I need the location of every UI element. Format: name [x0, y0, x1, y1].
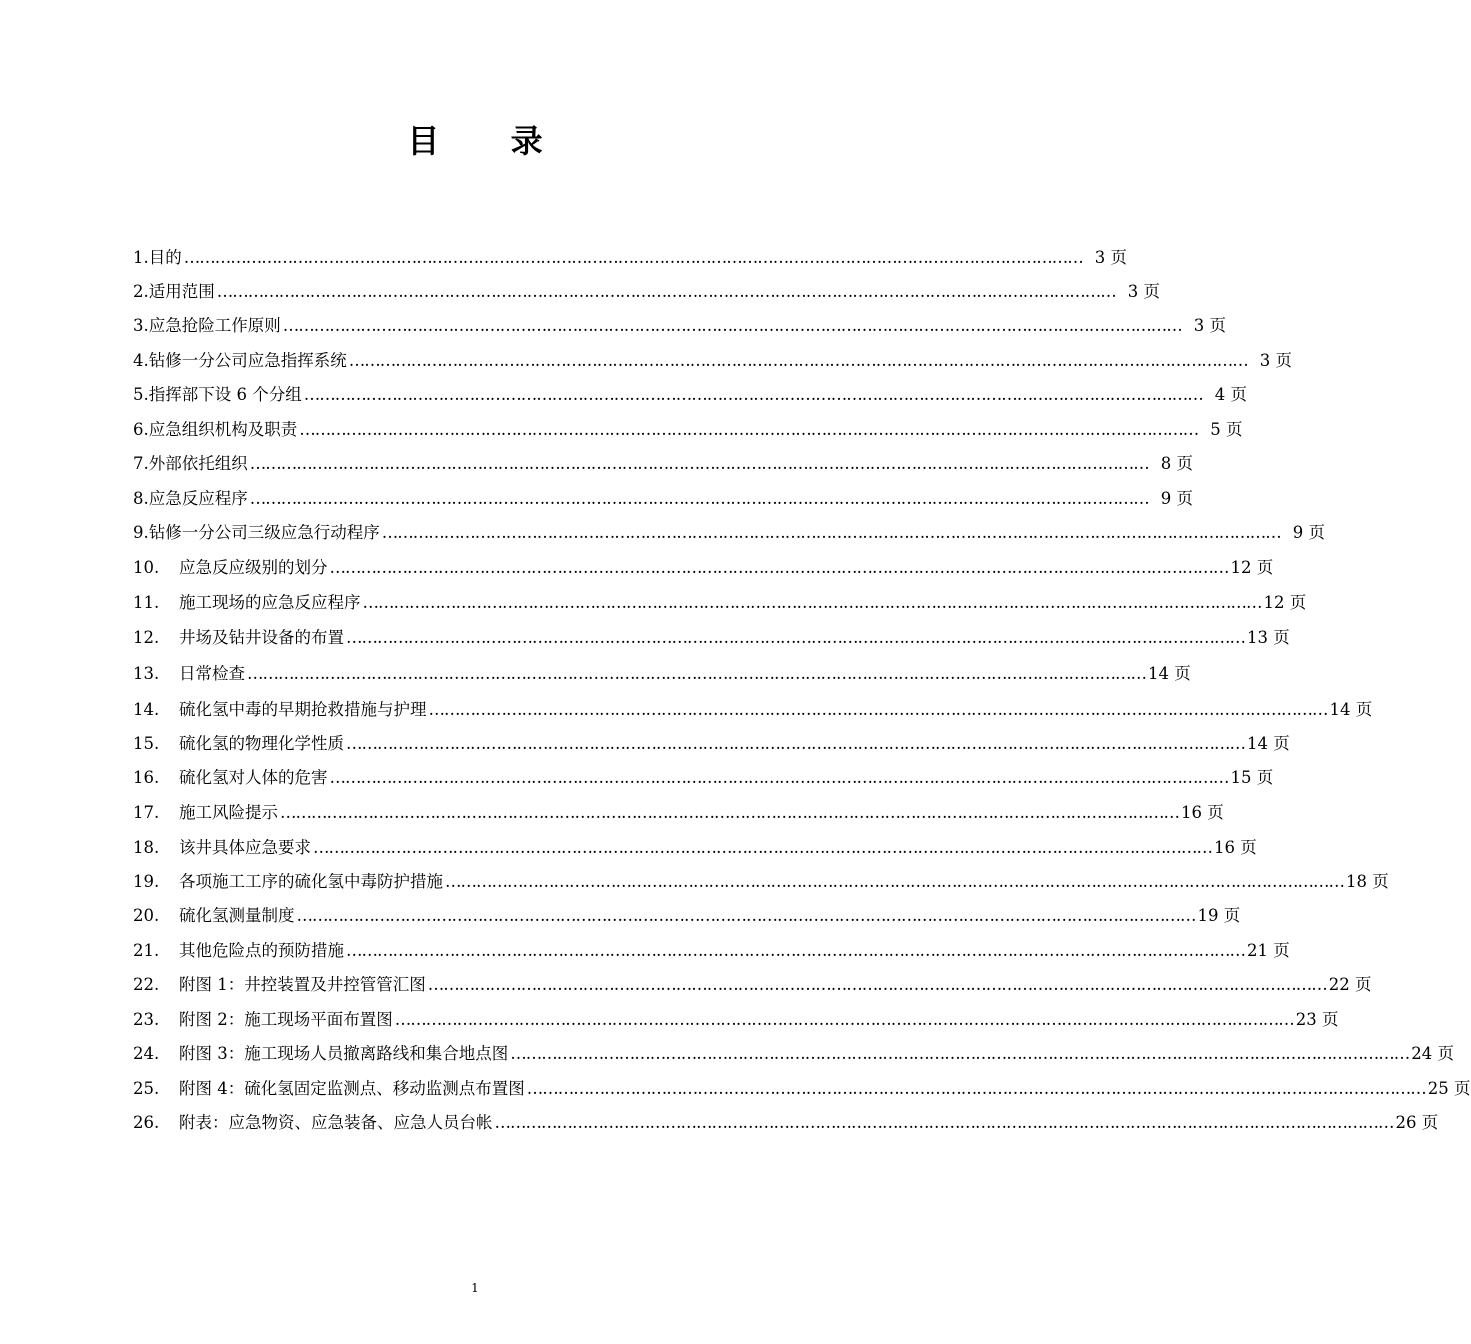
toc-leader-dots: ………………………………………………………………………………………………………………………………………………………… [280, 803, 1179, 822]
toc-item-page: 9 页 [1160, 489, 1193, 508]
toc-leader-dots: ………………………………………………………………………………………………………………………………………………………… [526, 1079, 1426, 1098]
toc-item-page: 23 页 [1295, 1010, 1339, 1029]
toc-item-label: 应急抢险工作原则 [148, 316, 281, 335]
toc-item[interactable] [133, 487, 1193, 511]
toc-item-page: 8 页 [1160, 454, 1193, 473]
toc-item[interactable] [133, 1042, 1454, 1066]
toc-item-page: 4 页 [1214, 385, 1247, 404]
toc-item-label: 附表：应急物资、应急装备、应急人员台帐 [179, 1113, 493, 1132]
toc-item-page: 19 页 [1197, 906, 1241, 925]
toc-item[interactable] [133, 556, 1274, 580]
toc-item-page: 24 页 [1411, 1044, 1454, 1063]
toc-item-number: 18. [133, 838, 160, 857]
toc-item-page: 14 页 [1329, 700, 1373, 719]
toc-item-label: 应急反应级别的划分 [179, 558, 328, 577]
toc-item[interactable] [133, 280, 1160, 304]
toc-item-label: 应急反应程序 [148, 489, 248, 508]
toc-item[interactable] [133, 521, 1325, 545]
toc-item-page: 3 页 [1193, 316, 1226, 335]
toc-leader-dots: ………………………………………………………………………………………………………………………………………………………… [381, 523, 1281, 542]
toc-item-label: 附图 4：硫化氢固定监测点、移动监测点布置图 [179, 1079, 525, 1098]
toc-leader-dots: ………………………………………………………………………………………………………………………………………………………… [510, 1044, 1410, 1063]
toc-item-number: 11. [133, 593, 160, 612]
toc-leader-dots: ………………………………………………………………………………………………………………………………………………………… [249, 489, 1149, 508]
toc-leader-dots: ………………………………………………………………………………………………………………………………………………………… [216, 282, 1116, 301]
toc-item-page: 16 页 [1214, 838, 1257, 857]
toc-item-label: 硫化氢测量制度 [179, 906, 295, 925]
toc-item[interactable] [133, 1008, 1339, 1032]
toc-leader-dots: ………………………………………………………………………………………………………………………………………………………… [494, 1113, 1394, 1132]
toc-item[interactable] [133, 452, 1193, 476]
toc-item-number: 4. [133, 351, 149, 370]
toc-item[interactable] [133, 836, 1257, 860]
toc-item-page: 22 页 [1328, 975, 1372, 994]
toc-item-label: 施工风险提示 [179, 803, 278, 822]
toc-leader-dots: ………………………………………………………………………………………………………………………………………………………… [183, 248, 1083, 267]
toc-item[interactable] [133, 973, 1372, 997]
toc-item-label: 该井具体应急要求 [179, 838, 311, 857]
toc-item-label: 井场及钻井设备的布置 [179, 628, 344, 647]
toc-item-label: 钻修一分公司三级应急行动程序 [148, 523, 380, 542]
toc-item-number: 26. [133, 1113, 160, 1132]
toc-item[interactable] [133, 383, 1247, 407]
toc-item[interactable] [133, 626, 1290, 650]
toc-item[interactable] [133, 939, 1290, 963]
toc-item-page: 25 页 [1427, 1079, 1471, 1098]
toc-item-page: 16 页 [1181, 803, 1224, 822]
toc-item-number: 16. [133, 768, 160, 787]
toc-leader-dots: ………………………………………………………………………………………………………………………………………………………… [427, 975, 1327, 994]
toc-leader-dots: ………………………………………………………………………………………………………………………………………………………… [299, 420, 1199, 439]
toc-leader-dots: ………………………………………………………………………………………………………………………………………………………… [296, 906, 1196, 925]
page-number: 1 [471, 1281, 479, 1295]
toc-leader-dots: ………………………………………………………………………………………………………………………………………………………… [329, 768, 1229, 787]
toc-item-label: 各项施工工序的硫化氢中毒防护措施 [179, 872, 443, 891]
toc-item[interactable] [133, 904, 1241, 928]
toc-item-label: 硫化氢对人体的危害 [179, 768, 328, 787]
toc-item-page: 3 页 [1127, 282, 1160, 301]
toc-item[interactable] [133, 1111, 1439, 1135]
toc-leader-dots: ………………………………………………………………………………………………………………………………………………………… [348, 351, 1248, 370]
toc-leader-dots: ………………………………………………………………………………………………………………………………………………………… [394, 1010, 1294, 1029]
toc-leader-dots: ………………………………………………………………………………………………………………………………………………………… [428, 700, 1328, 719]
toc-item-page: 18 页 [1346, 872, 1389, 891]
toc-item-label: 附图 3：施工现场人员撤离路线和集合地点图 [179, 1044, 509, 1063]
toc-item-page: 21 页 [1247, 941, 1290, 960]
toc-item-number: 10. [133, 558, 160, 577]
toc-item-page: 5 页 [1210, 420, 1243, 439]
toc-item-label: 硫化氢的物理化学性质 [179, 734, 344, 753]
toc-leader-dots: ………………………………………………………………………………………………………………………………………………………… [247, 664, 1146, 683]
toc-item[interactable] [133, 418, 1243, 442]
toc-leader-dots: ………………………………………………………………………………………………………………………………………………………… [303, 385, 1203, 404]
toc-item[interactable] [133, 698, 1373, 722]
toc-item-number: 8. [133, 489, 149, 508]
toc-item[interactable] [133, 1077, 1471, 1101]
toc-item-number: 3. [133, 316, 149, 335]
toc-item-label: 附图 2：施工现场平面布置图 [179, 1010, 393, 1029]
toc-title: 目 录 [407, 122, 573, 160]
toc-leader-dots: ………………………………………………………………………………………………………………………………………………………… [249, 454, 1149, 473]
toc-item-page: 3 页 [1094, 248, 1127, 267]
toc-item-label: 钻修一分公司应急指挥系统 [148, 351, 347, 370]
toc-item-number: 15. [133, 734, 160, 753]
toc-item-number: 20. [133, 906, 160, 925]
toc-item-label: 适用范围 [148, 282, 215, 301]
toc-item[interactable] [133, 662, 1191, 686]
toc-item-label: 应急组织机构及职责 [148, 420, 298, 439]
toc-item-page: 26 页 [1395, 1113, 1439, 1132]
toc-item-label: 其他危险点的预防措施 [179, 941, 344, 960]
toc-leader-dots: ………………………………………………………………………………………………………………………………………………………… [445, 872, 1344, 891]
toc-item-page: 15 页 [1230, 768, 1274, 787]
toc-item-label: 附图 1：井控装置及井控管管汇图 [179, 975, 426, 994]
toc-item-number: 2. [133, 282, 149, 301]
toc-item-number: 17. [133, 803, 160, 822]
toc-item-number: 12. [133, 628, 160, 647]
toc-leader-dots: ………………………………………………………………………………………………………………………………………………………… [346, 628, 1245, 647]
toc-item-page: 12 页 [1263, 593, 1307, 612]
toc-item-number: 24. [133, 1044, 160, 1063]
toc-item-number: 23. [133, 1010, 160, 1029]
toc-item[interactable] [133, 801, 1224, 825]
toc-item-page: 13 页 [1247, 628, 1290, 647]
toc-item-number: 22. [133, 975, 160, 994]
toc-item-label: 目的 [148, 248, 182, 267]
toc-leader-dots: ………………………………………………………………………………………………………………………………………………………… [346, 734, 1245, 753]
toc-item-page: 12 页 [1230, 558, 1274, 577]
toc-leader-dots: ………………………………………………………………………………………………………………………………………………………… [282, 316, 1182, 335]
toc-item-label: 施工现场的应急反应程序 [179, 593, 361, 612]
toc-item-label: 硫化氢中毒的早期抢救措施与护理 [179, 700, 427, 719]
toc-item-page: 3 页 [1259, 351, 1292, 370]
toc-item-label: 指挥部下设 6 个分组 [148, 385, 302, 404]
toc-item-number: 19. [133, 872, 160, 891]
toc-leader-dots: ………………………………………………………………………………………………………………………………………………………… [346, 941, 1245, 960]
toc-item[interactable] [133, 246, 1127, 270]
toc-item-page: 9 页 [1292, 523, 1325, 542]
toc-leader-dots: ………………………………………………………………………………………………………………………………………………………… [313, 838, 1212, 857]
toc-item[interactable] [133, 870, 1389, 894]
toc-item-number: 1. [133, 248, 149, 267]
toc-leader-dots: ………………………………………………………………………………………………………………………………………………………… [329, 558, 1229, 577]
toc-item-number: 5. [133, 385, 149, 404]
toc-item-number: 6. [133, 420, 149, 439]
toc-item-page: 14 页 [1148, 664, 1191, 683]
toc-item[interactable] [133, 766, 1274, 790]
toc-item[interactable] [133, 349, 1292, 373]
toc-item-label: 外部依托组织 [148, 454, 248, 473]
toc-item-number: 25. [133, 1079, 160, 1098]
toc-leader-dots: ………………………………………………………………………………………………………………………………………………………… [362, 593, 1262, 612]
toc-item-number: 9. [133, 523, 149, 542]
toc-item[interactable] [133, 591, 1307, 615]
toc-item[interactable] [133, 732, 1290, 756]
toc-item-page: 14 页 [1247, 734, 1290, 753]
toc-item-number: 7. [133, 454, 149, 473]
toc-item[interactable] [133, 314, 1226, 338]
toc-item-number: 21. [133, 941, 160, 960]
toc-item-label: 日常检查 [179, 664, 245, 683]
toc-item-number: 13. [133, 664, 160, 683]
toc-item-number: 14. [133, 700, 160, 719]
